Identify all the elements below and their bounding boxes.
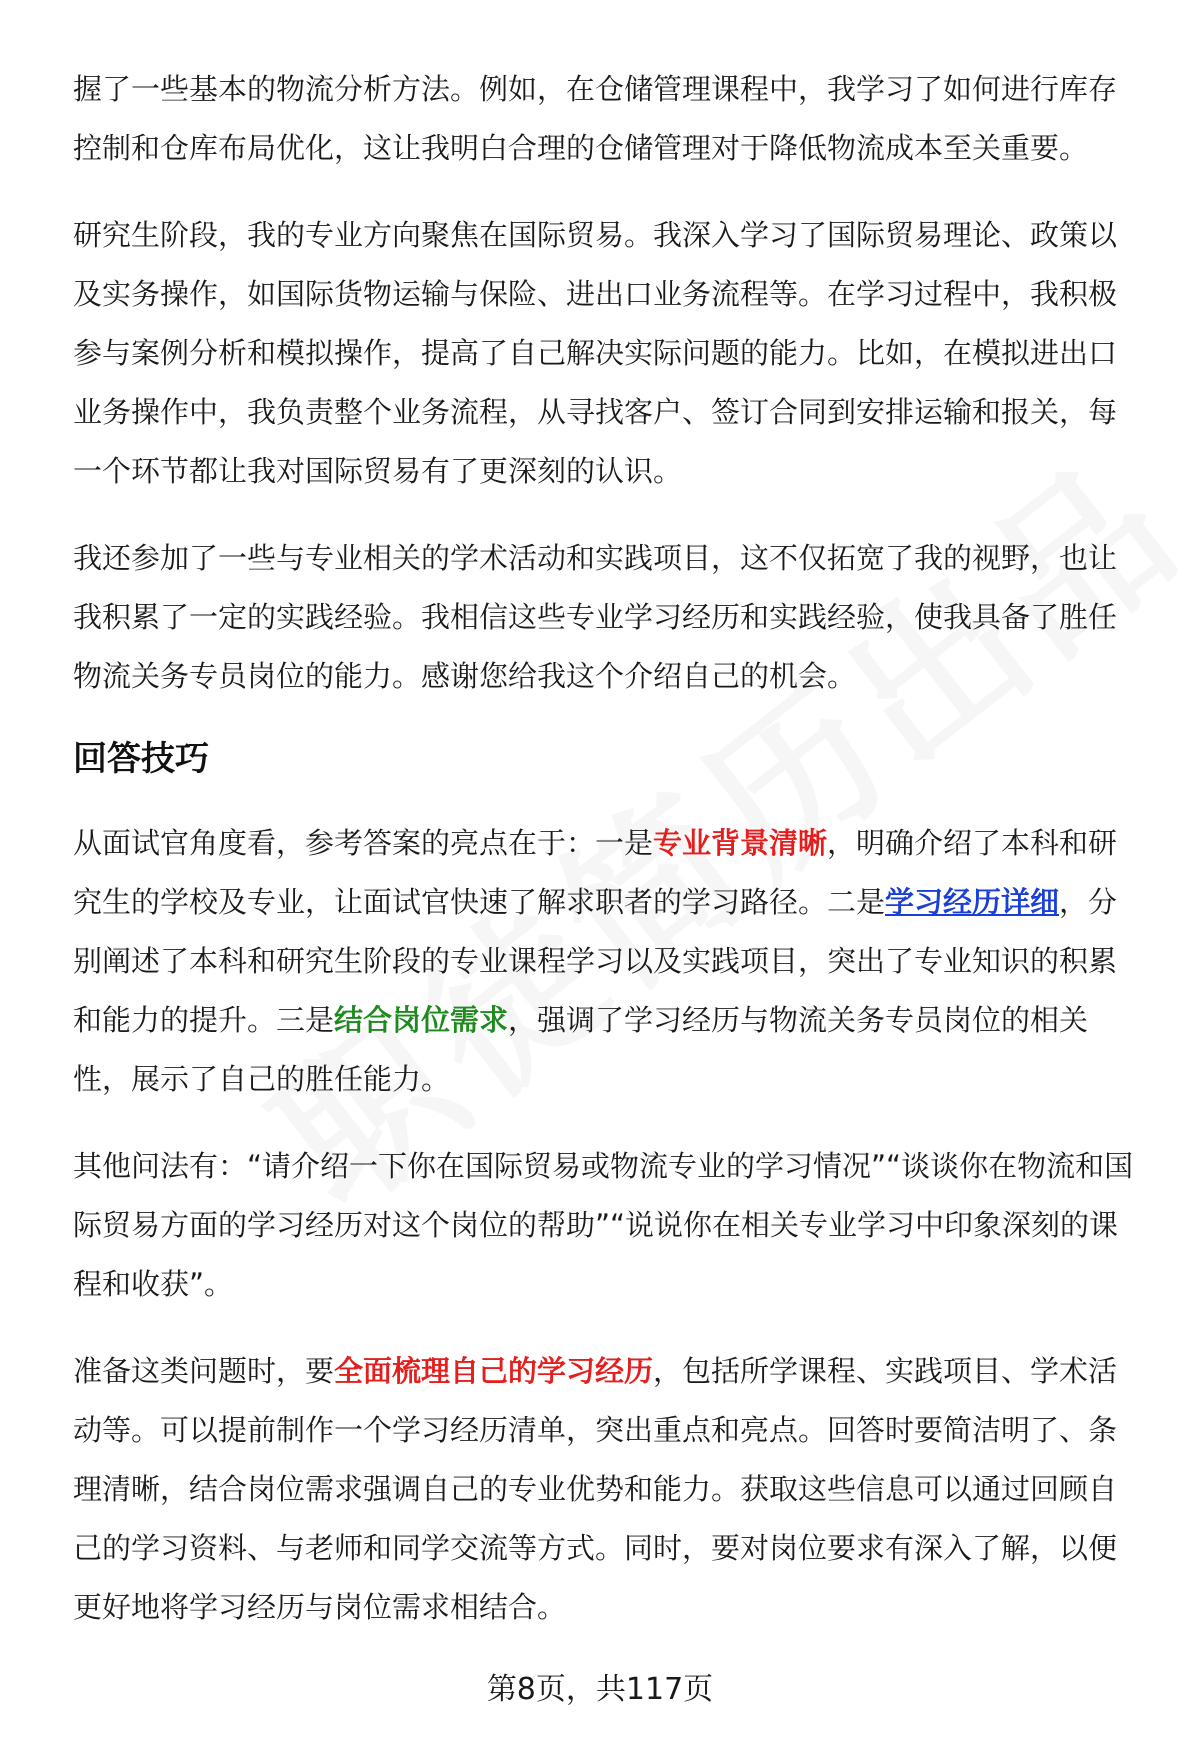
paragraph-other-questions: 其他问法有：“请介绍一下你在国际贸易或物流专业的学习情况”“谈谈你在物流和国际贸易方面的学习经历对这个岗位的帮助”“说说你在相关专业学习中印象深刻的课程和收获”。: [73, 1149, 1134, 1301]
paragraph-graduate: 研究生阶段，我的专业方向聚焦在国际贸易。我深入学习了国际贸易理论、政策以及实务操作，如国际货物运输与保险、进出口业务流程等。在学习过程中，我积极参与案例分析和模拟操作，提高了自己解决实际问题的能力。比如，在模拟进出口业务操作中，我负责整个业务流程，从寻找客户、签订合同到安排运输和报关，每一个环节都让我对国际贸易有了更深刻的认识。: [73, 218, 1118, 488]
text-segment: 准备这类问题时，要: [73, 1354, 335, 1388]
document-body: [73, 60, 1145, 1665]
highlight-review-learning-experience: 全面梳理自己的学习经历: [334, 1354, 654, 1388]
paragraph-highlights: [73, 814, 1145, 1109]
text-segment: ，明确介绍了本科和研究生的学校及专业，让面试官快速了解求职者的学习路径。二是: [73, 826, 1118, 919]
highlight-learning-experience: 学习经历详细: [885, 885, 1060, 919]
paragraph-undergrad-continued: 握了一些基本的物流分析方法。例如，在仓储管理课程中，我学习了如何进行库存控制和仓库布局优化，这让我明白合理的仓储管理对于降低物流成本至关重要。: [73, 72, 1118, 165]
highlight-job-requirements: 结合岗位需求: [334, 1003, 509, 1037]
text-segment: ，包括所学课程、实践项目、学术活动等。可以提前制作一个学习经历清单，突出重点和亮点。回答时要简洁明了、条理清晰，结合岗位需求强调自己的专业优势和能力。获取这些信息可以通过回顾自己的学习资料、与老师和同学交流等方式。同时，要对岗位要求有深入了解，以便更好地将学习经历与岗位需求相结合。: [73, 1354, 1118, 1624]
section-title-answer-tips: 回答技巧: [73, 739, 209, 779]
paragraph-closing: 我还参加了一些与专业相关的学术活动和实践项目，这不仅拓宽了我的视野，也让我积累了一定的实践经验。我相信这些专业学习经历和实践经验，使我具备了胜任物流关务专员岗位的能力。感谢您给我这个介绍自己的机会。: [73, 541, 1118, 693]
text-segment: ，分别阐述了本科和研究生阶段的专业课程学习以及实践项目，突出了专业知识的积累和能力的提升。三是: [73, 885, 1118, 1037]
paragraph-preparation: [73, 1342, 1145, 1637]
page-number-footer: 第8页，共117页: [486, 1672, 714, 1707]
text-segment: ，强调了学习经历与物流关务专员岗位的相关性，展示了自己的胜任能力。: [73, 1003, 1089, 1096]
text-segment: 从面试官角度看，参考答案的亮点在于：一是: [73, 826, 654, 860]
highlight-professional-background: 专业背景清晰: [653, 826, 828, 860]
